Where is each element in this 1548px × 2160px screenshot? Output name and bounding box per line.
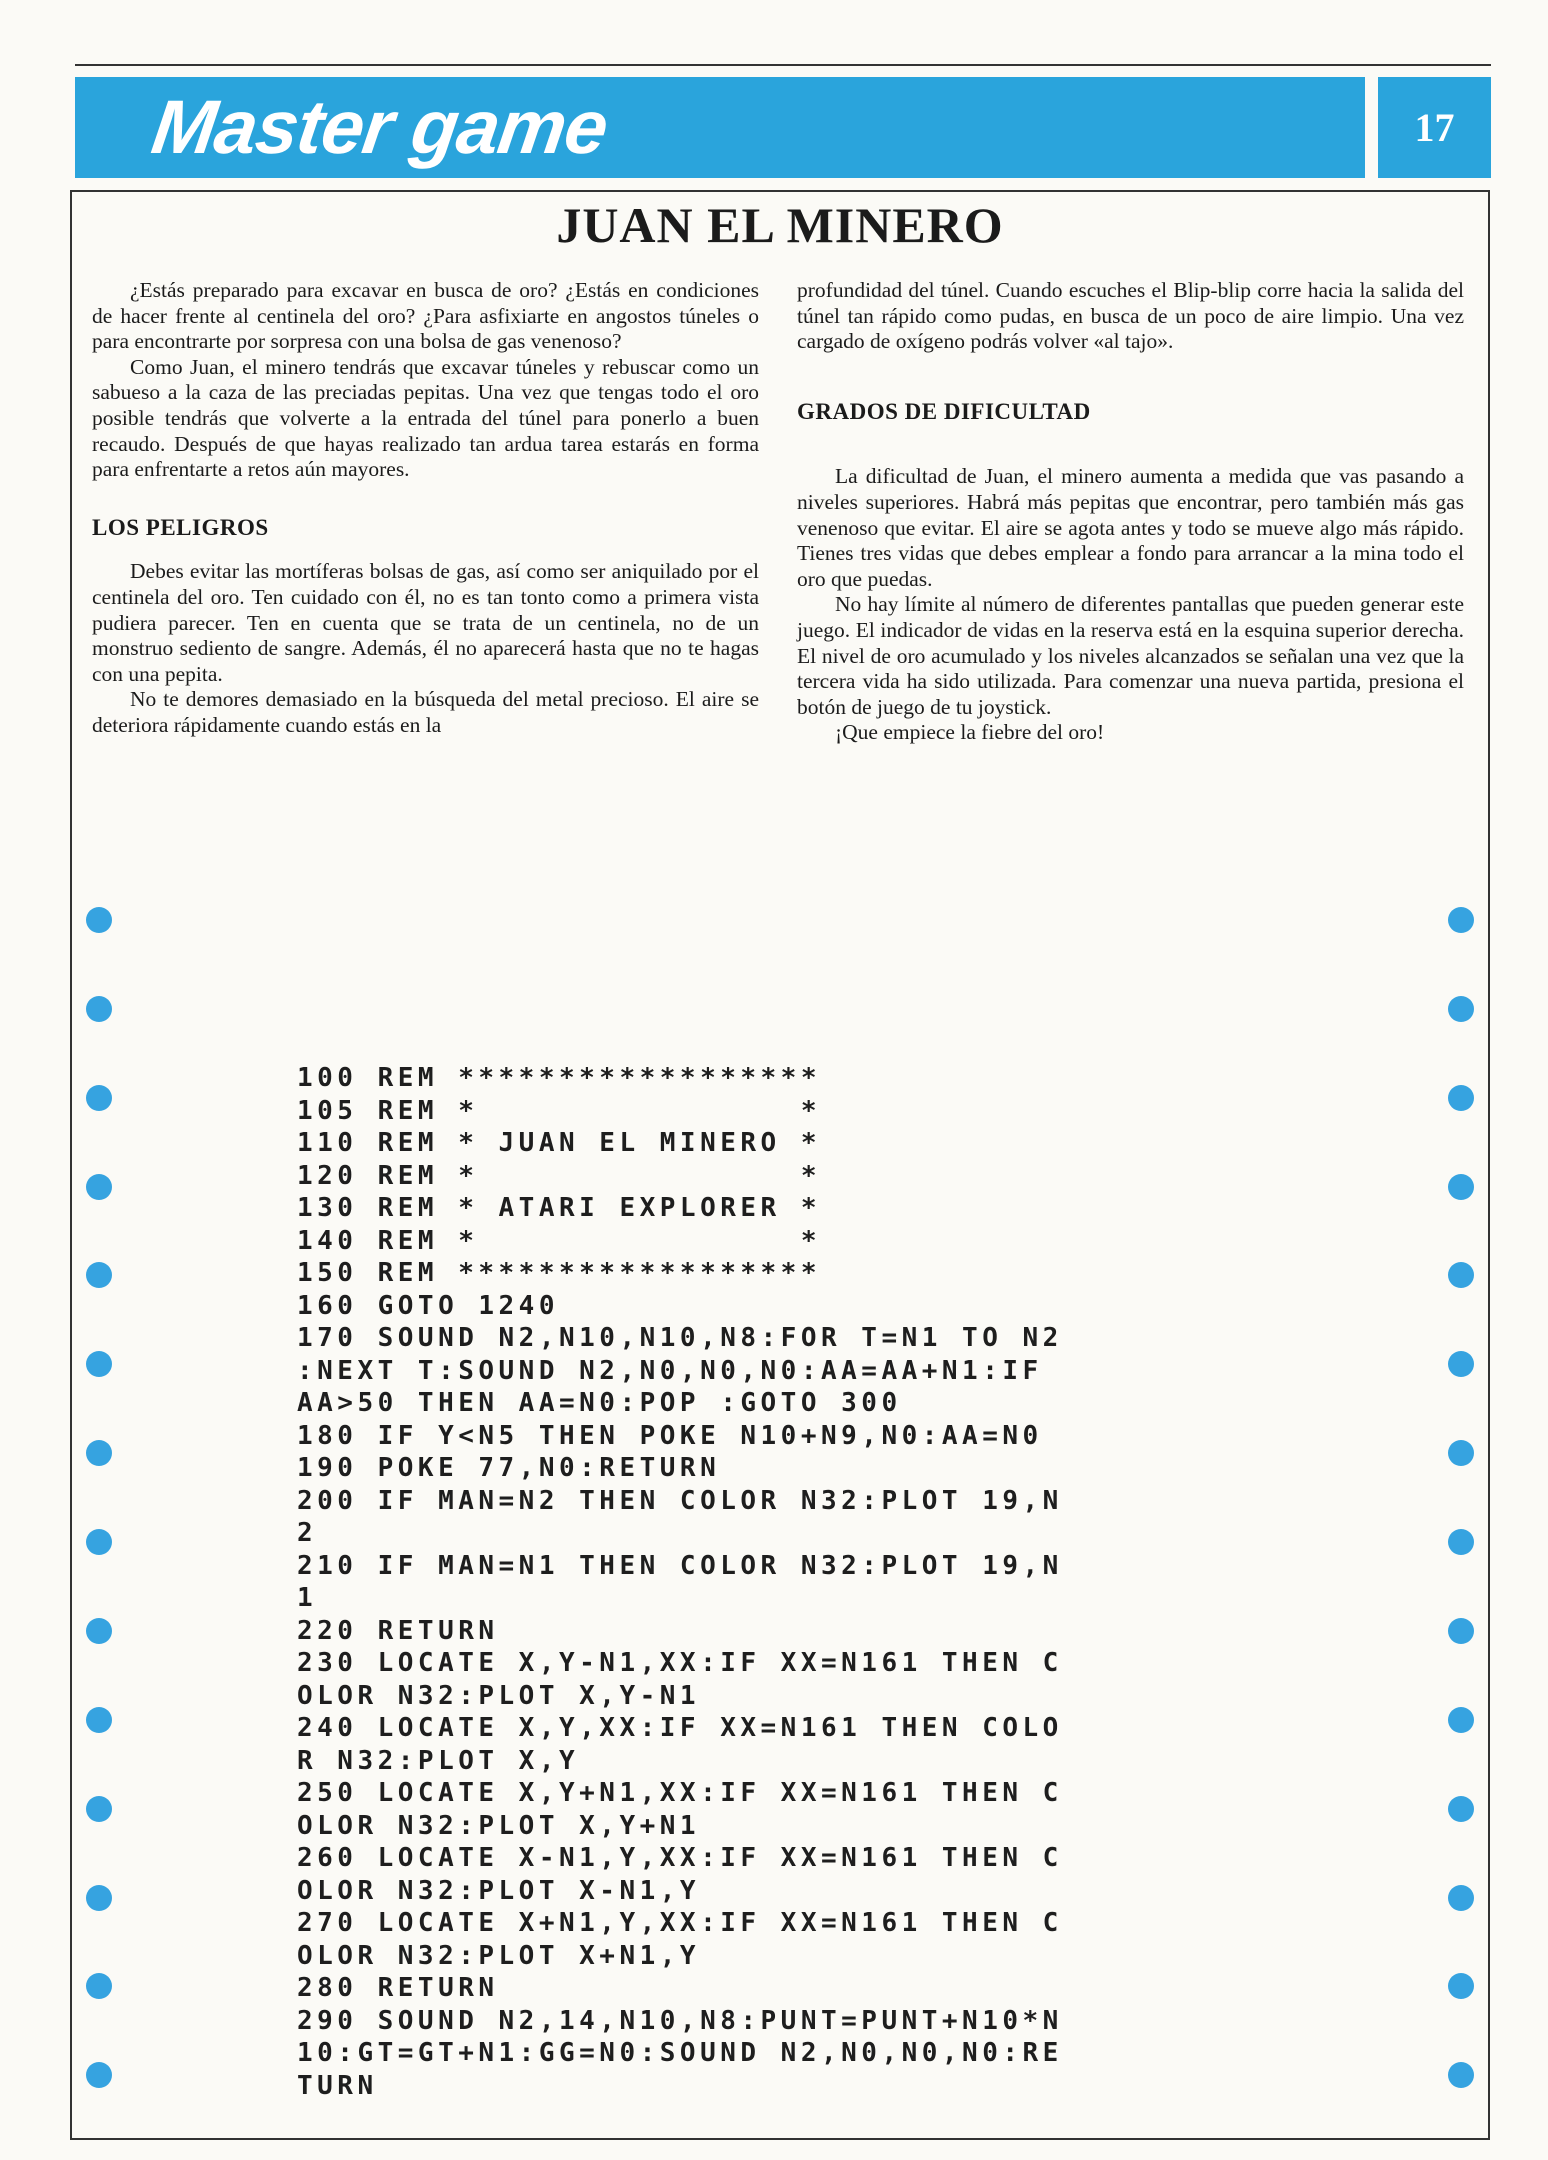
basic-listing [297, 1062, 1063, 2102]
feed-hole-icon [1448, 1174, 1474, 1200]
top-rule [75, 64, 1491, 66]
left-column [92, 278, 759, 739]
paragraph: ¡Que empiece la fiebre del oro! [835, 720, 1105, 745]
right-column [797, 278, 1464, 746]
code-line: 230 LOCATE X,Y-N1,XX:IF XX=N161 THEN C [297, 1648, 1063, 1678]
feed-hole-icon [1448, 1796, 1474, 1822]
code-line: 110 REM * JUAN EL MINERO * [297, 1128, 821, 1158]
section-heading-peligros: LOS PELIGROS [92, 514, 269, 540]
code-line: OLOR N32:PLOT X,Y-N1 [297, 1680, 701, 1711]
feed-hole-icon [1448, 1440, 1474, 1466]
code-line: OLOR N32:PLOT X-N1,Y [297, 1875, 701, 1906]
feed-hole-icon [1448, 2062, 1474, 2088]
code-line: 270 LOCATE X+N1,Y,XX:IF XX=N161 THEN C [297, 1908, 1063, 1938]
paragraph: Como Juan, el minero tendrás que excavar túneles y rebuscar como un sabueso a la caza de las preciadas pepitas. Una vez que tengas todo el oro posible tendrás que volverte a la entrada del túnel para ponerlo a buen recaudo. Después de que hayas realizado tan ardua tarea estarás en forma para enfrentarte a retos aún mayores. [92, 354, 759, 482]
feed-hole-icon [1448, 1973, 1474, 1999]
code-line: 260 LOCATE X-N1,Y,XX:IF XX=N161 THEN C [297, 1843, 1063, 1873]
feed-hole-icon [86, 1796, 112, 1822]
code-line: 220 RETURN [297, 1615, 499, 1646]
paragraph: La dificultad de Juan, el minero aumenta a medida que vas pasando a niveles superiores. Habrá más pepitas que encontrar, pero también más gas venenoso que evitar. El aire se agota antes y todo se mueve algo más rápido. Tienes tres vidas que debes emplear a fondo para arrancar a la mina todo el oro que puedas. [797, 464, 1464, 591]
feed-hole-icon [86, 1885, 112, 1911]
article-title: JUAN EL MINERO [556, 197, 1004, 253]
code-line: 290 SOUND N2,14,N10,N8:PUNT=PUNT+N10*N [297, 2005, 1063, 2036]
feed-hole-icon [1448, 1885, 1474, 1911]
feed-hole-icon [1448, 996, 1474, 1022]
feed-hole-icon [86, 907, 112, 933]
code-line: OLOR N32:PLOT X,Y+N1 [297, 1810, 701, 1841]
feed-hole-icon [1448, 1707, 1474, 1733]
paragraph: profundidad del túnel. Cuando escuches el Blip-blip corre hacia la salida del túnel tan rápido como pudas, en busca de un poco de aire limpio. Una vez cargado de oxígeno podrás volver «al tajo». [797, 278, 1464, 354]
code-line: 140 REM * * [297, 1225, 821, 1256]
code-line: 10:GT=GT+N1:GG=N0:SOUND N2,N0,N0,N0:RE [297, 2038, 1063, 2068]
code-line: 240 LOCATE X,Y,XX:IF XX=N161 THEN COLO [297, 1713, 1063, 1743]
feed-hole-icon [1448, 1529, 1474, 1555]
section-heading-grados: GRADOS DE DIFICULTAD [797, 398, 1091, 424]
paragraph: ¿Estás preparado para excavar en busca de oro? ¿Estás en condiciones de hacer frente al centinela del oro? ¿Para asfixiarte en angostos túneles o para encontrarte por sorpresa con una bolsa de gas venenoso? [92, 278, 759, 354]
feed-hole-icon [86, 1174, 112, 1200]
code-line: :NEXT T:SOUND N2,N0,N0,N0:AA=AA+N1:IF [297, 1355, 1043, 1386]
feed-hole-icon [86, 996, 112, 1022]
code-line: 190 POKE 77,N0:RETURN [297, 1453, 721, 1483]
feed-hole-icon [1448, 907, 1474, 933]
code-line: 280 RETURN [297, 1973, 499, 2003]
code-line: 105 REM * * [297, 1095, 821, 1126]
feed-hole-icon [1448, 1618, 1474, 1644]
code-line: 1 [297, 1583, 318, 1613]
feed-hole-icon [86, 1529, 112, 1555]
code-line: 180 IF Y<N5 THEN POKE N10+N9,N0:AA=N0 [297, 1420, 1043, 1451]
code-line: 250 LOCATE X,Y+N1,XX:IF XX=N161 THEN C [297, 1778, 1063, 1808]
code-line: 170 SOUND N2,N10,N10,N8:FOR T=N1 TO N2 [297, 1323, 1063, 1353]
feed-hole-icon [86, 1085, 112, 1111]
feed-hole-icon [86, 1618, 112, 1644]
section-title: Master game [147, 85, 613, 170]
feed-hole-icon [86, 1440, 112, 1466]
feed-hole-icon [1448, 1351, 1474, 1377]
paragraph: No te demores demasiado en la búsqueda del metal precioso. El aire se deteriora rápidamente cuando estás en la [92, 687, 759, 737]
code-line: 100 REM ****************** [297, 1063, 821, 1093]
feed-hole-icon [86, 1351, 112, 1377]
code-line: 210 IF MAN=N1 THEN COLOR N32:PLOT 19,N [297, 1550, 1063, 1581]
code-line: TURN [297, 2070, 378, 2101]
code-line: OLOR N32:PLOT X+N1,Y [297, 1940, 701, 1971]
feed-hole-icon [1448, 1262, 1474, 1288]
code-line: 2 [297, 1518, 318, 1548]
code-line: 130 REM * ATARI EXPLORER * [297, 1193, 821, 1223]
feed-hole-icon [86, 1262, 112, 1288]
paragraph: Debes evitar las mortíferas bolsas de gas, así como ser aniquilado por el centinela del oro. Ten cuidado con él, no es tan tonto como a primera vista pudiera parecer. Ten en cuenta que se trata de un centinela, no de un monstruo sediento de sangre. Además, él no aparecerá hasta que no te hagas con una pepita. [92, 559, 759, 686]
page-number: 17 [1378, 77, 1491, 178]
feed-hole-icon [86, 1973, 112, 1999]
code-line: 120 REM * * [297, 1160, 821, 1191]
paragraph: No hay límite al número de diferentes pantallas que pueden generar este juego. El indicador de vidas en la reserva está en la esquina superior derecha. El nivel de oro acumulado y los niveles alcanzados se señalan una vez que la tercera vida ha sido utilizada. Para comenzar una nueva partida, presiona el botón de juego de tu joystick. [797, 592, 1464, 719]
feed-hole-icon [1448, 1085, 1474, 1111]
code-line: 200 IF MAN=N2 THEN COLOR N32:PLOT 19,N [297, 1485, 1063, 1516]
feed-hole-icon [86, 1707, 112, 1733]
section-header-bar [75, 77, 1365, 178]
code-line: 150 REM ****************** [297, 1258, 821, 1288]
code-line: R N32:PLOT X,Y [297, 1745, 580, 1776]
code-line: 160 GOTO 1240 [297, 1290, 559, 1321]
feed-hole-icon [86, 2062, 112, 2088]
code-line: AA>50 THEN AA=N0:POP :GOTO 300 [297, 1388, 902, 1418]
